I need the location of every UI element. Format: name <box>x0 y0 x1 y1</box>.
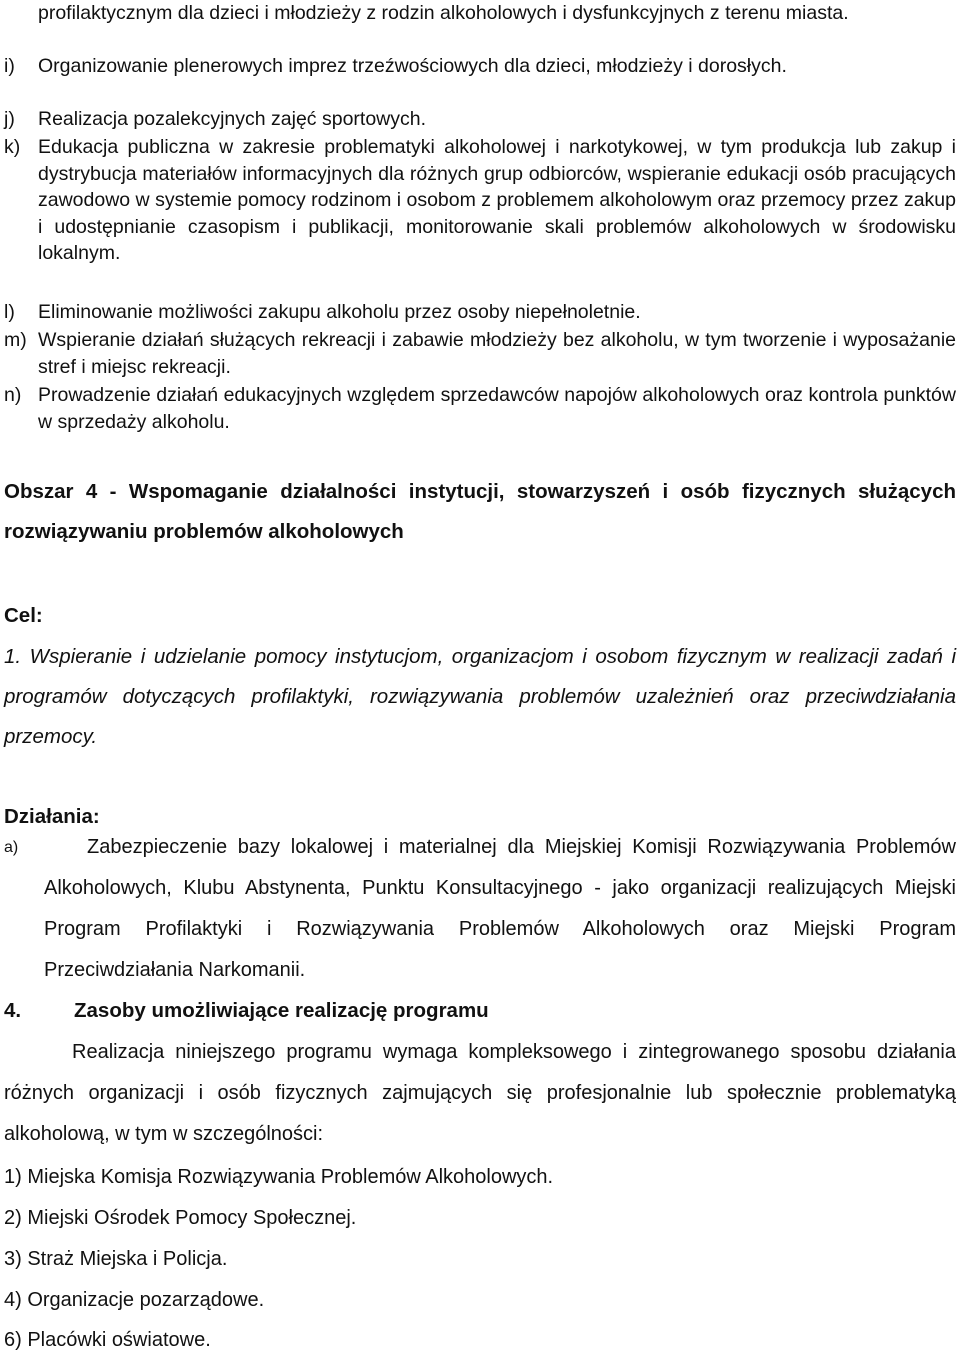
section-title: Zasoby umożliwiające realizację programu <box>74 999 489 1022</box>
list-item-i <box>4 53 956 80</box>
list-item-j <box>4 106 956 133</box>
resource-item: 4) Organizacje pozarządowe. <box>4 1289 265 1311</box>
list-item-continued <box>4 0 956 27</box>
cel-heading: Cel: <box>4 604 43 627</box>
list-item-label: i) <box>4 55 15 77</box>
list-item-text: Prowadzenie działań edukacyjnych względem sprzedawców napojów alkoholowych oraz kontrola punktów w sprzedaży alkoholu. <box>38 384 956 433</box>
resource-item: 3) Straż Miejska i Policja. <box>4 1248 228 1270</box>
list-item-label: j) <box>4 108 15 130</box>
list-item-text: Edukacja publiczna w zakresie problematyki alkoholowej i narkotykowej, w tym produkcja lub zakup i dystrybucja materiałów informacyjnych dla różnych grup odbiorców, wspieranie edukacji osób pracujących zawodowo w systemie pomocy rodzinom i osobom z problemem alkoholowym oraz przemocy przez zakup i udostępnianie czasopism i publikacji, monitorowanie skali problemów alkoholowych w środowisku lokalnym. <box>38 136 956 264</box>
obszar-heading: Obszar 4 - Wspomaganie działalności instytucji, stowarzyszeń i osób fizycznych służących rozwiązywaniu problemów alkoholowych <box>4 480 956 543</box>
list-item-label: n) <box>4 384 22 406</box>
list-item-text: Realizacja pozalekcyjnych zajęć sportowych. <box>38 108 427 130</box>
list-item-text: profilaktycznym dla dzieci i młodzieży z rodzin alkoholowych i dysfunkcyjnych z terenu miasta. <box>38 2 849 24</box>
dzialania-heading: Działania: <box>4 805 100 828</box>
cel-text: 1. Wspieranie i udzielanie pomocy instytucjom, organizacjom i osobom fizycznym w realizacji zadań i programów dotyczących profilaktyki, rozwiązywania problemów uzależnień oraz przeciwdziałania przemocy. <box>4 645 956 748</box>
resource-item: 6) Placówki oświatowe. <box>4 1329 211 1351</box>
list-item-l <box>4 299 956 326</box>
list-item-text: Wspieranie działań służących rekreacji i zabawie młodzieży bez alkoholu, w tym tworzenie i wyposażanie stref i miejsc rekreacji. <box>38 329 956 378</box>
list-item-label: l) <box>4 301 15 323</box>
resource-item: 1) Miejska Komisja Rozwiązywania Problemów Alkoholowych. <box>4 1166 554 1188</box>
list-item-label: k) <box>4 136 21 158</box>
list-item-text: Organizowanie plenerowych imprez trzeźwościowych dla dzieci, młodzieży i dorosłych. <box>38 55 787 77</box>
section-number: 4. <box>4 999 22 1022</box>
dzialania-item-label: a) <box>4 839 19 856</box>
list-item-m <box>4 327 956 380</box>
section-heading <box>4 991 489 1031</box>
section-paragraph: Realizacja niniejszego programu wymaga kompleksowego i zintegrowanego sposobu działania różnych organizacji i osób fizycznych zajmujących się profesjonalnie lub społecznie problematyką alkoholową, w tym w szczególności: <box>4 1041 956 1145</box>
list-item-text: Eliminowanie możliwości zakupu alkoholu przez osoby niepełnoletnie. <box>38 301 641 323</box>
resource-item: 2) Miejski Ośrodek Pomocy Społecznej. <box>4 1207 357 1229</box>
list-item-label: m) <box>4 329 27 351</box>
dzialania-item-a <box>4 827 956 991</box>
list-item-n <box>4 382 956 435</box>
dzialania-item-text: Zabezpieczenie bazy lokalowej i materialnej dla Miejskiej Komisji Rozwiązywania Problemów Alkoholowych, Klubu Abstynenta, Punktu Konsultacyjnego - jako organizacji realizujących Miejski Program Profilaktyki i Rozwiązywania Problemów Alkoholowych oraz Miejski Program Przeciwdziałania Narkomanii. <box>44 836 956 981</box>
list-item-k <box>4 134 956 267</box>
